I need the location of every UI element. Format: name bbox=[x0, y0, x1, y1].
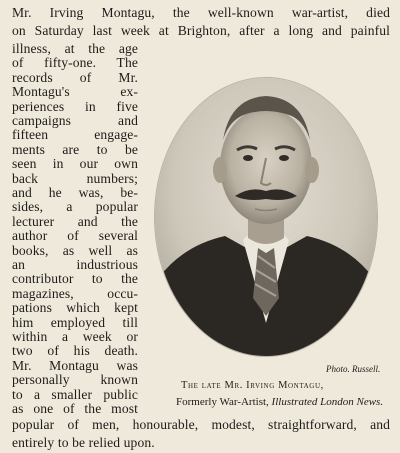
photo-credit: Photo. Russell. bbox=[326, 364, 381, 374]
article-narrow-line: sides, a popular bbox=[12, 199, 138, 215]
caption-publication: Illustrated London News. bbox=[271, 396, 384, 408]
caption-title: The late Mr. Irving Montagu, bbox=[181, 380, 324, 391]
article-narrow-line: two of his death. bbox=[12, 343, 138, 359]
article-narrow-line: campaigns and bbox=[12, 113, 138, 128]
portrait-photo bbox=[155, 78, 377, 356]
article-narrow-line: books, as well as bbox=[12, 242, 138, 258]
article-narrow-line: pations which kept bbox=[12, 300, 138, 316]
article-line-bottom-2: entirely to be relied upon. bbox=[12, 435, 155, 450]
article-narrow-line: lecturer and the bbox=[12, 213, 138, 229]
article-line-2: on Saturday last week at Brighton, after a long and painful bbox=[12, 23, 390, 38]
article-narrow-line: Montagu's ex- bbox=[12, 84, 138, 100]
article-narrow-line: ments are to be bbox=[12, 141, 138, 157]
article-narrow-line: him employed till bbox=[12, 314, 138, 330]
article-narrow-line: periences in five bbox=[12, 98, 138, 114]
article-narrow-line: illness, at the age bbox=[12, 41, 138, 56]
article-narrow-line: contributor to the bbox=[12, 271, 138, 287]
caption-subtitle bbox=[176, 396, 383, 408]
article-narrow-line: author of several bbox=[12, 228, 138, 244]
article-narrow-line: of fifty-one. The bbox=[12, 55, 138, 71]
article-line-1: Mr. Irving Montagu, the well-known war-artist, died bbox=[12, 5, 390, 20]
article-narrow-line: seen in our own bbox=[12, 156, 138, 172]
article-narrow-line: fifteen engage- bbox=[12, 127, 138, 143]
article-narrow-line: magazines, occu- bbox=[12, 285, 138, 301]
article-narrow-line: an industrious bbox=[12, 257, 138, 272]
article-narrow-line: records of Mr. bbox=[12, 69, 138, 85]
portrait-illustration bbox=[155, 78, 377, 356]
article-narrow-line: as one of the most bbox=[12, 401, 138, 416]
article-narrow-line: back numbers; bbox=[12, 170, 138, 186]
caption-subtitle-prefix: Formerly War-Artist, bbox=[176, 396, 272, 408]
article-line-bottom-1: popular of men, honourable, modest, straightforward, and bbox=[12, 417, 390, 432]
article-narrow-line: and he was, be- bbox=[12, 185, 138, 200]
article-narrow-line: personally known bbox=[12, 372, 138, 388]
article-narrow-line: Mr. Montagu was bbox=[12, 357, 138, 373]
article-narrow-line: within a week or bbox=[12, 329, 138, 344]
article-narrow-line: to a smaller public bbox=[12, 386, 138, 402]
